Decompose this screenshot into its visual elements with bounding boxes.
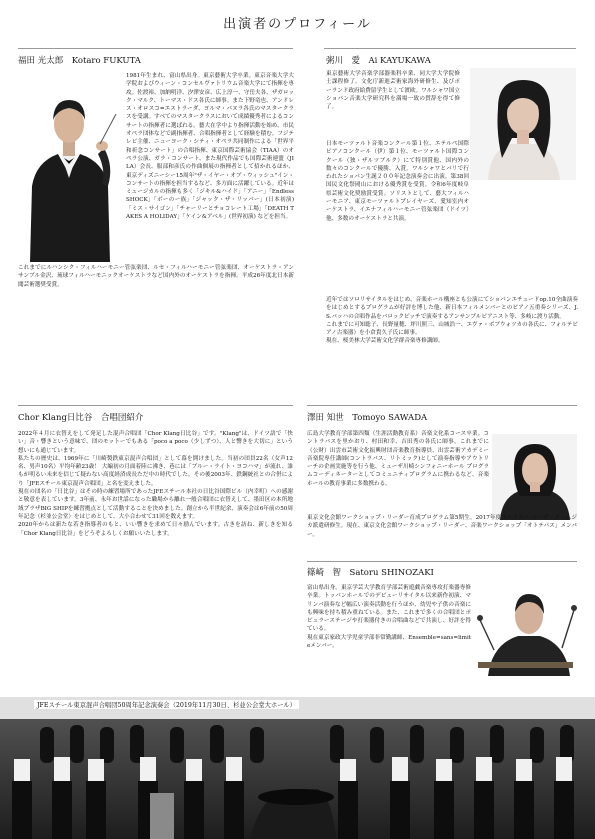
profile-text-kayukawa-3 [326, 296, 578, 346]
photo-caption: JFEスチール東京混声合唱団50周年記念演奏会（2019年11月30日、杉並公会堂大ホール） [34, 700, 299, 709]
profile-name-kayukawa: 粥川 愛 Ai KAYUKAWA [326, 56, 431, 66]
profile-name-fukuta: 福田 光太郎 Kotaro FUKUTA [18, 56, 141, 66]
percussionist-portrait-image [474, 580, 577, 676]
pianist-portrait-image [470, 68, 576, 180]
profile-name-sawada: 澤田 知世 Tomoyo SAWADA [307, 413, 428, 423]
profile-text-sawada-1 [307, 430, 489, 488]
section-divider [324, 48, 576, 49]
profile-text-kayukawa-1 [326, 70, 460, 111]
profile-text-sawada-2 [307, 514, 577, 539]
profile-paragraph: これまでにルハンシク・フィルハーモニー管弦楽団、ルセ・フィルハーモニー管弦楽団、オーケストラ・アンサンブル金沢、琉球フィルハーモニックオーケストラなど国内外のオーケストラを指揮。平成26年度北日本新聞芸術選奨受賞。 [18, 265, 294, 288]
page-title: 出演者のプロフィール [223, 17, 372, 32]
photo-sawada [492, 434, 577, 520]
section-divider [18, 48, 293, 49]
profile-text-fukuta-2 [18, 264, 294, 289]
profile-name-shinozaki: 篠崎 智 Satoru SHINOZAKI [307, 568, 434, 578]
profile-paragraph: 2022年４月に衣替えをして発足した混声合唱団「Chor Klang日比谷」です。"Klang"は、ドイツ語で「快い」音・響きという意味で、団のモットーでもある「poco a poco（少しずつ）、人と響きを大切に」という想いにも通じています。 [18, 431, 293, 454]
profile-paragraph: 富山県出身。東京学芸大学教育学部芸術遊戯音楽専攻打楽器専修卒業。トッパンホールでのデビューリサイタル以来新作初演、マリンバ演奏など幅広い演奏活動を行うほか、幼児や子供の音楽にも興味を持ち積み重ねている。また、これまで多くの合唱団とポピュラーステージや打楽器付きの合唱曲などで共演し、好評を得ている。 [307, 585, 471, 633]
profile-paragraph: 現在、桜美林大学芸術文化学群音楽専修講師。 [326, 338, 444, 345]
photo-fukuta [18, 66, 121, 262]
profile-text-chor [18, 430, 293, 538]
profile-paragraph: 現在東京家政大学児童学部非常勤講師、Ensemble=sans=limiteメンバー。 [307, 634, 471, 650]
section-divider [307, 561, 577, 562]
profile-paragraph: 東京文化会館ワークショップ・リーダー育成プログラム第5期生。2017年度ポルトガル カーザ・ダ・ムジカ派遣研修生。現在、東京文化会館ワークショップ・リーダー、音楽ワークショップ「オトテパス」メンバー。 [307, 515, 577, 538]
section-divider [307, 405, 577, 406]
profile-paragraph: 東京藝術大学音楽学部器楽科卒業、同大学大学院修士課程修了。文化庁新進芸術家海外研修生、及びポーランド政府給費留学生として渡欧。ワルシャワ国立ショパン音楽大学研究科を満場一致の賛辞を得て修了。 [326, 71, 460, 111]
profile-paragraph: 1981年生まれ、富山県出身。東京藝術大学卒業。東京音楽大学大学院およびウィーン・コンセルヴァトリウム音楽大学にて指揮を専攻。佐渡裕、加納明洋、汐澤安彦、広上淳一、守岳夫各、ザガロック・マルク、トーマス・ドス各氏に師事。また下野竜也、アンドレス・オロスコ=エストラーダ、ヨルマ・パヌラ各氏のマスタークラスを受講。すべてのマスタークラスにおいて成績優秀者によるコンサートの指揮者に選ばれる。藝大在学中より指揮活動を始め、市民オペラ団体などで副指揮者、合唱指揮者として経験を積む。フジテレビ主催、ニューヨーク・シティ・オペラ共同制作による「世界平和祈念コンサート」の合唱指揮、東京国際芸術協会（TIAA）のオペラ公演、ガラ・コンサート、また現代作品でも国際芸術連盟（JILA）会長、服部和彦氏の作曲個展の指揮者として招かれるほか、東京ディズニーシー15周年"ザ・イヤー・オブ・ウィッシュ"イン・コンサートの指揮を担当するなど、多方面に活躍している。近年はミュージカルの指揮も多く「ジキル&ハイド」「アニー」「Endless SHOCK」「ボーのー族」「ジャック・ザ・リッパー」(日本初演)「ミス・サイゴン」「チャーリーとチョコレート工場」「DEATH TAKES A HOLIDAY」「ケイン&アベル」(世界初演) などを担当。 [126, 73, 294, 221]
profile-text-fukuta-1 [126, 72, 294, 221]
profile-paragraph: 近年ではソロリサイタルをはじめ、音楽ホール構座とも公演にてショパンエチュードop.10全曲演奏をはじめとするプログラムが好評を博した他、新日本フィルメンバーとのピアノ五重奏シリーズ、J.S.バッハの合唱作品をバロックピッチで演奏するアンサンブルピアニスト等、多岐に渡り活動。 [326, 297, 578, 320]
conductor-portrait-image [18, 66, 121, 262]
profile-paragraph: これまでに可知聡子、長野量穂、坪川照三、山城浩一、エヴァ・ボブウォツカの各氏に、フォルテピアノ古楽器）を小倉貴久子氏に師事。 [326, 321, 578, 337]
profile-paragraph: 広島大学教育学部第四類（生涯活動教育系）音楽文化系コース卒業。コントラバスを里かおり、村田和幸、吉田秀の各氏に師事。これまでに（公財）出雲市芸術文化振興財団音楽教育指導員、出雲芸術アカデミー音楽院専任講師(コントラバス、リトミック)として演奏指導やアウトリーチの企画実施等を行う他、ミューザ川崎シンフォニーホール プログラムコーディネーターとしてコミュニティプログラムに携わるなど、音楽ホールの教育事業に多数携わる。 [307, 431, 489, 487]
profile-paragraph: 日本モーツァルト音楽コンクール第１位、エテルペ国際ピアノコンクール（伊）第１位、モーツァルト国際コンクール（独・ザルツブルク）にて特別賞他、国内外の数々のコンクールで優勝、入賞。ワルシャワとパリで行われたショパン生誕２００年記念演奏会に出演。第38回国民文化祭岡山における優秀賞を受賞。令和6年度岐阜県芸術文化奨励賞受賞。ソリストとして、藝大フィルハーモニア、東京モーツァルトプレイヤーズ、愛知室内オーケストラ、イエナフィルハーモニー管弦楽団（ドイツ）他、多数のオーケストラと共演。 [326, 141, 469, 222]
bassist-portrait-image [492, 434, 577, 520]
profile-paragraph: 現在の団名の「日比谷」はその時の練習場所であったJFEスチール本社の日比谷国際ビル（内幸町）への感謝と敬意を表しています。3年前、永年お世話になった職場から離れ一般合唱団に衣替えして、墨田区の本所地域プラザBIG SHIPを練習拠点として活動することを決めました。創立から半世紀余、演奏会は6年前の50周年記念（杉並公会堂）をはじめとして、大小合わせて31回を数えます。 [18, 489, 293, 520]
profile-name-chor: Chor Klang日比谷 合唱団紹介 [18, 413, 144, 423]
photo-kayukawa [470, 68, 576, 180]
profile-text-shinozaki [307, 584, 471, 650]
profile-paragraph: 私たちの歴史は、1969年に「川崎製鉄東京混声合唱団」として幕を開けました。当初の団員22名（女声12名、男声10名）平均年齢23歳！ 大編初の月面着陸に沸き、巷には「ブルー・ライト・ヨコハマ」が流れ、誰もが明るい未来を信じて疑わない高度経済成長ただ中の時代でした。その後2003年、鉄鋼統社との合併により「JFEスチール東京混声合唱団」と名を変えました。 [18, 455, 293, 487]
photo-shinozaki [474, 580, 577, 676]
profile-text-kayukawa-2 [326, 140, 469, 223]
choir-concert-photo [0, 697, 595, 839]
section-divider [18, 405, 293, 406]
choir-stage-image [0, 697, 595, 839]
profile-paragraph: 2020年からは新たな若き指導者のもと、いい響きを求めて日々励んでいます。古きを訪ね、新しきを知る「Chor Klang日比谷」をどうぞよろしくお願いいたします。 [18, 522, 293, 537]
